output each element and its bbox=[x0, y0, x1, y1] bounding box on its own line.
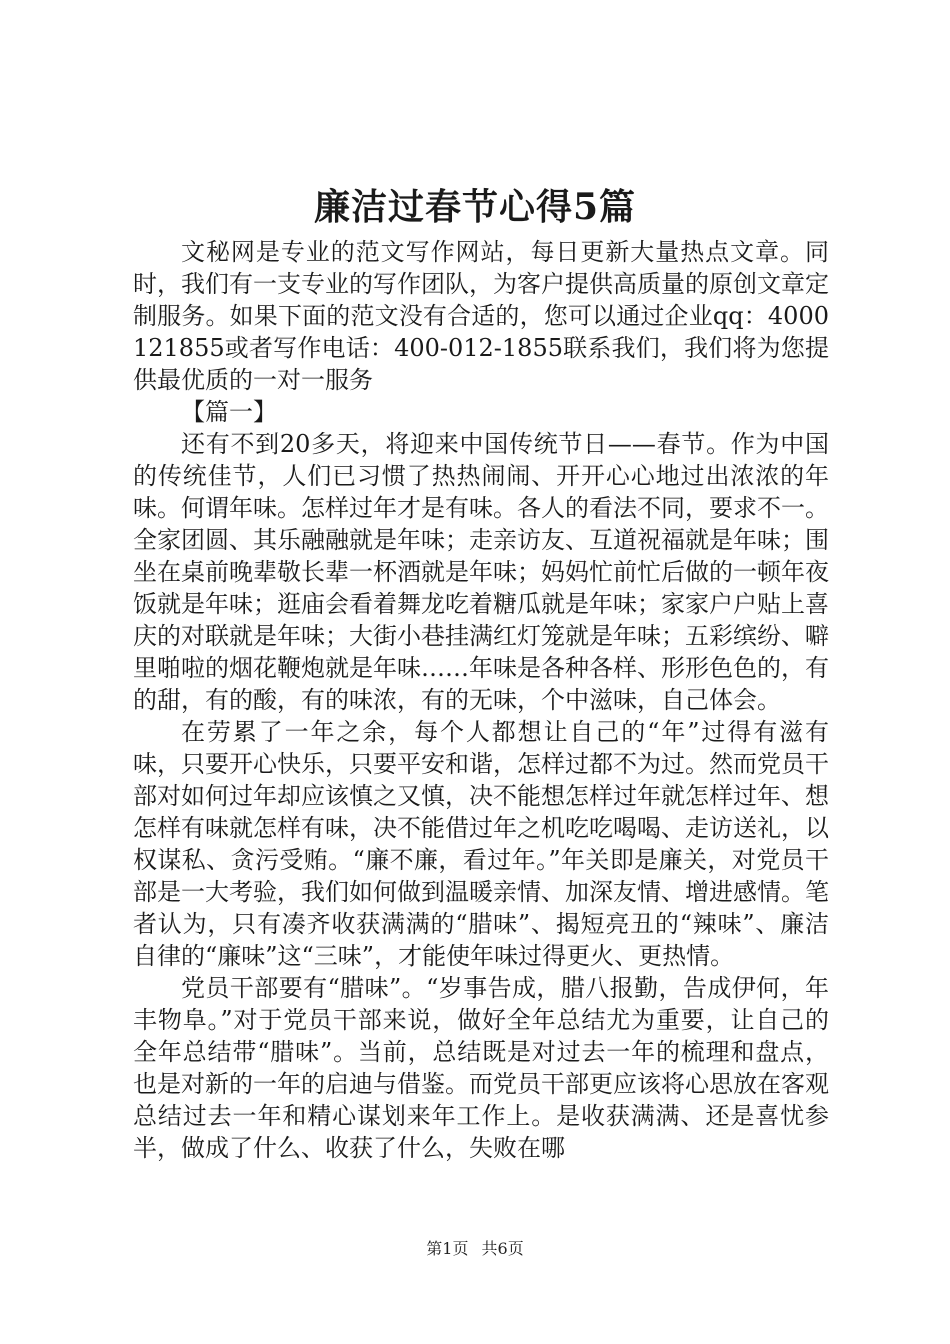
body-paragraph: 还有不到20多天，将迎来中国传统节日——春节。作为中国的传统佳节，人们已习惯了热热闹闹、开开心心地过出浓浓的年味。何谓年味。怎样过年才是有味。各人的看法不同，要求不一。全家团圆、其乐融融就是年味；走亲访友、互道祝福就是年味；围坐在桌前晚辈敬长辈一杯酒就是年味；妈妈忙前忙后做的一顿年夜饭就是年味；逛庙会看着舞龙吃着糖瓜就是年味；家家户户贴上喜庆的对联就是年味；大街小巷挂满红灯笼就是年味；五彩缤纷、噼里啪啦的烟花鞭炮就是年味……年味是各种各样、形形色色的，有的甜，有的酸，有的味浓，有的无味，个中滋味，自己体会。 bbox=[133, 430, 829, 714]
intro-paragraph: 文秘网是专业的范文写作网站，每日更新大量热点文章。同时，我们有一支专业的写作团队，为客户提供高质量的原创文章定制服务。如果下面的范文没有合适的，您可以通过企业qq：4000121855或者写作电话：400-012-1855联系我们，我们将为您提供最优质的一对一服务 bbox=[133, 238, 829, 394]
document-body bbox=[133, 236, 829, 1164]
section-heading: 【篇一】 bbox=[181, 398, 277, 426]
body-paragraph: 在劳累了一年之余，每个人都想让自己的“年”过得有滋有味，只要开心快乐，只要平安和谐，怎样过都不为过。然而党员干部对如何过年却应该慎之又慎，决不能想怎样过年就怎样过年、想怎样有味就怎样有味，决不能借过年之机吃吃喝喝、走访送礼，以权谋私、贪污受贿。“廉不廉，看过年。”年关即是廉关，对党员干部是一大考验，我们如何做到温暖亲情、加深友情、增进感情。笔者认为，只有凑齐收获满满的“腊味”、揭短亮丑的“辣味”、廉洁自律的“廉味”这“三味”，才能使年味过得更火、更热情。 bbox=[133, 718, 829, 970]
document-title: 廉洁过春节心得5篇 bbox=[313, 186, 637, 228]
page-footer bbox=[0, 1238, 950, 1260]
body-paragraph: 党员干部要有“腊味”。“岁事告成，腊八报勤，告成伊何，年丰物阜。”对于党员干部来说，做好全年总结尤为重要，让自己的全年总结带“腊味”。当前，总结既是对过去一年的梳理和盘点，也是对新的一年的启迪与借鉴。而党员干部更应该将心思放在客观总结过去一年和精心谋划来年工作上。是收获满满、还是喜忧参半，做成了什么、收获了什么，失败在哪 bbox=[133, 974, 829, 1162]
page-total: 共6页 bbox=[481, 1239, 524, 1258]
page-number: 第1页 bbox=[426, 1239, 469, 1258]
